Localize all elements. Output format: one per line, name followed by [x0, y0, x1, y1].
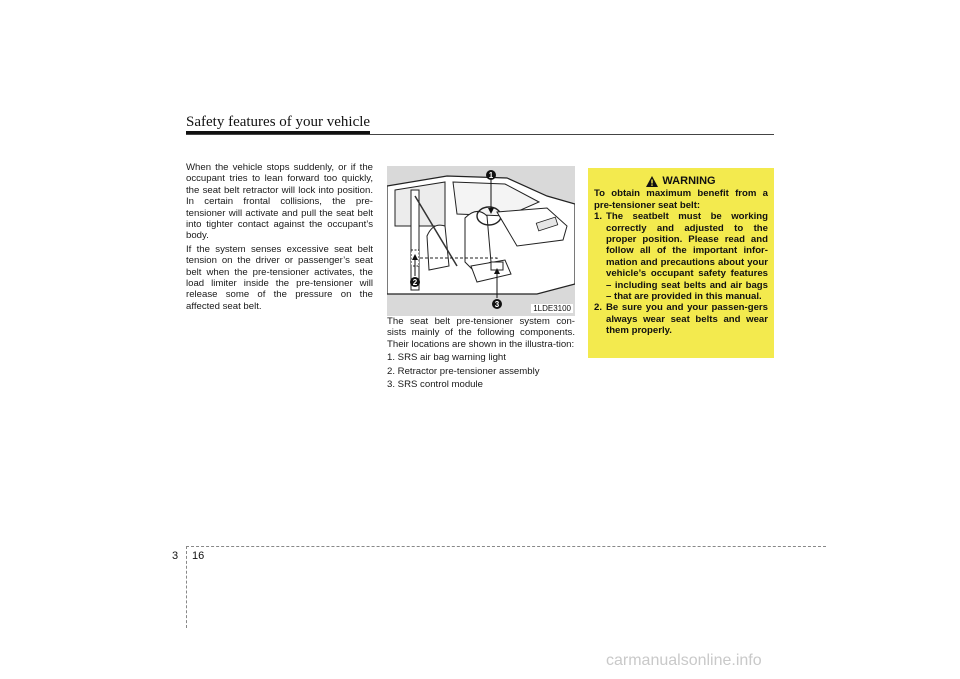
header-rule: [186, 134, 774, 135]
list-item: 3. SRS control module: [387, 379, 483, 391]
callout-1-label: 1: [488, 171, 494, 180]
car-interior-drawing: [387, 166, 575, 316]
footer-divider: [186, 546, 187, 628]
warning-item: [594, 302, 768, 336]
warning-header: [594, 176, 768, 187]
warning-triangle-icon: [646, 176, 658, 187]
warning-list: [594, 211, 768, 336]
chapter-number: 3: [172, 550, 179, 562]
callout-3-label: 3: [494, 300, 500, 309]
watermark-text: carmanualsonline.info: [606, 652, 762, 669]
warning-intro: To obtain maximum benefit from a pre-tensioner seat belt:: [594, 188, 768, 211]
footer-rule: [186, 546, 826, 547]
warning-item-number: 2.: [594, 302, 603, 314]
left-column-text: [186, 162, 373, 314]
seatbelt-pretensioner-illustration: [387, 166, 575, 316]
page-number: 16: [192, 550, 205, 562]
warning-item-text: The seatbelt must be working correctly and adjusted to the proper position. Please read and follow all of the important infor-mation and precautions about your vehicle’s occupant safety features – including seat belts and air bags – that are provided in this manual.: [606, 211, 768, 303]
list-item: 2. Retractor pre-tensioner assembly: [387, 365, 540, 377]
callout-2-label: 2: [412, 278, 418, 287]
figure-code: 1LDE3100: [533, 304, 571, 313]
warning-box: [588, 168, 774, 358]
page-header-title: Safety features of your vehicle: [186, 114, 371, 130]
components-intro: The seat belt pre-tensioner system con-sists mainly of the following components. Their locations are shown in the illustra-tion:: [387, 316, 575, 350]
warning-title: WARNING: [662, 175, 716, 187]
middle-column-text: [387, 316, 575, 392]
paragraph: If the system senses excessive seat belt tension on the driver or passenger’s seat belt when the pre-tensioner activates, the load limiter inside the pre-tensioner will release some of the pressure on the affected seat belt.: [186, 243, 373, 312]
list-item: 1. SRS air bag warning light: [387, 352, 506, 364]
paragraph: When the vehicle stops suddenly, or if the occupant tries to lean forward too quickly, the seat belt retractor will lock into position. In certain frontal collisions, the pre-tensioner will activate and pull the seat belt into tighter contact against the occupant’s body.: [186, 162, 373, 242]
warning-item: [594, 211, 768, 302]
warning-item-text: Be sure you and your passen-gers always wear seat belts and wear them properly.: [606, 302, 768, 337]
warning-item-number: 1.: [594, 211, 603, 223]
